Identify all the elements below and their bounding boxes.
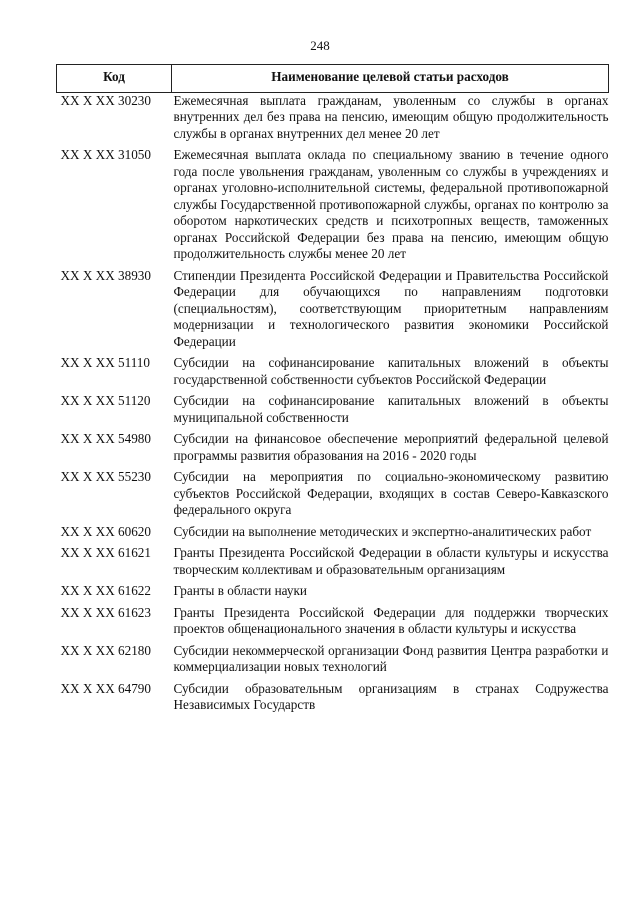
- row-code: XX X XX 60620: [60, 523, 151, 539]
- row-name: Субсидии на финансовое обеспечение мероприятий федеральной целевой программы развития образования на 2016 - 2020 годы: [173, 431, 609, 463]
- page-number: 248: [310, 38, 330, 53]
- table-row: [57, 431, 609, 469]
- row-name: Субсидии образовательным организациям в странах Содружества Независимых Государств: [173, 680, 609, 712]
- row-code: XX X XX 51120: [60, 393, 151, 408]
- table-row: [57, 393, 609, 431]
- row-code: XX X XX 61621: [60, 545, 151, 560]
- table-row: [57, 355, 609, 393]
- row-name: Субсидии на софинансирование капитальных вложений в объекты государственной собственности субъектов Российской Федерации: [173, 355, 609, 387]
- row-code: XX X XX 51110: [60, 355, 150, 370]
- header-name: Наименование целевой статьи расходов: [172, 65, 609, 93]
- table-row: [57, 268, 609, 356]
- row-code: XX X XX 55230: [60, 469, 151, 484]
- row-name: Субсидии некоммерческой организации Фонд развития Центра разработки и коммерциализации новых технологий: [173, 642, 609, 674]
- row-name: Субсидии на выполнение методических и экспертно-аналитических работ: [173, 523, 592, 539]
- row-code: XX X XX 64790: [60, 680, 151, 696]
- row-code: XX X XX 61622: [60, 583, 151, 598]
- row-name: Ежемесячная выплата оклада по специальному званию в течение одного года после увольнения гражданам, уволенным со службы в учреждениях и органах уголовно-исполнительной системы, федеральной противопожарной службы Государственной противопожарной службы, органах по контролю за оборотом наркотических средств и психотропных веществ, таможенных органах Российской Федерации без права на пенсию, имеющим общую продолжительность службы менее 20 лет: [173, 147, 609, 261]
- row-name: Субсидии на софинансирование капитальных вложений в объекты муниципальной собственности: [173, 393, 609, 425]
- row-code: XX X XX 31050: [60, 147, 151, 162]
- row-name: Гранты Президента Российской Федерации для поддержки творческих проектов общенационального значения в области культуры и искусства: [173, 604, 609, 636]
- row-code: XX X XX 62180: [60, 642, 151, 658]
- table-body: [57, 92, 609, 719]
- table-row: [57, 643, 609, 681]
- header-code: Код: [57, 65, 172, 93]
- table-row: [57, 681, 609, 719]
- row-code: XX X XX 54980: [60, 431, 151, 446]
- expense-items-table: [56, 64, 609, 719]
- row-code: XX X XX 30230: [60, 92, 151, 108]
- row-name: Гранты Президента Российской Федерации в области культуры и искусства творческим коллективам и образовательным организациям: [173, 545, 609, 577]
- table-row: [57, 92, 609, 147]
- row-name: Субсидии на мероприятия по социально-экономическому развитию субъектов Российской Федерации, входящих в состав Северо-Кавказского федерального округа: [173, 469, 609, 517]
- table-row: [57, 469, 609, 524]
- row-code: XX X XX 38930: [60, 267, 151, 283]
- table-row: [57, 583, 609, 605]
- row-code: XX X XX 61623: [60, 604, 151, 620]
- row-name: Гранты в области науки: [173, 583, 307, 598]
- row-name: Стипендии Президента Российской Федерации и Правительства Российской Федерации для обучающихся по направлениям подготовки (специальностям), соответствующим приоритетным направлениям модернизации и технологического развития экономики Российской Федерации: [173, 267, 609, 349]
- table-header-row: [57, 65, 609, 93]
- table-row: [57, 605, 609, 643]
- table-row: [57, 545, 609, 583]
- row-name: Ежемесячная выплата гражданам, уволенным со службы в органах внутренних дел без права на пенсию, имеющим общую продолжительность службы в органах внутренних дел менее 20 лет: [173, 92, 609, 141]
- table-row: [57, 147, 609, 268]
- table-row: [57, 524, 609, 546]
